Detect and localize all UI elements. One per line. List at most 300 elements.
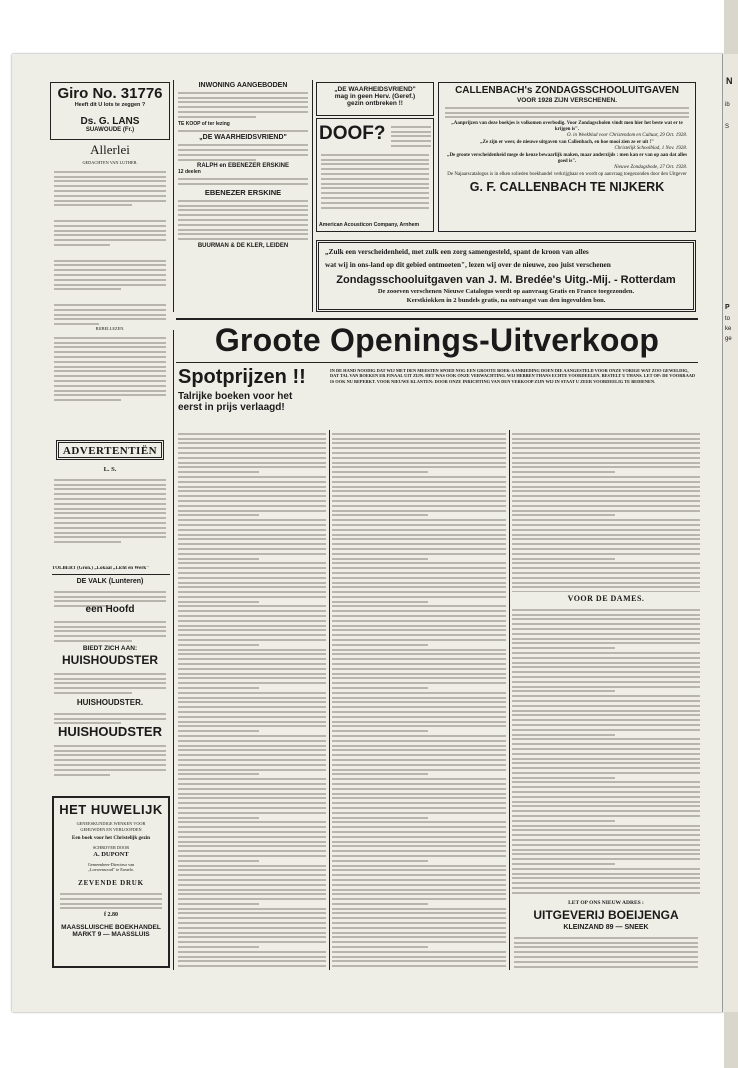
buurman-footer: BUURMAN & DE KLER, LEIDEN (197, 242, 289, 249)
text-line (178, 462, 326, 464)
text-line (178, 912, 326, 914)
callenbach-publisher: G. F. CALLENBACH TE NIJKERK (469, 180, 665, 195)
text-line (332, 922, 506, 924)
text-line (178, 514, 259, 516)
text-line (332, 538, 506, 540)
text-line (332, 850, 506, 852)
text-line (512, 772, 700, 774)
text-line (332, 927, 506, 929)
bredee-ad (316, 240, 696, 312)
callenbach-quote2: „Ze zijn er weer, de nieuwe uitgaven van Callenbach, en hoe mooi zien ze er uit !" (480, 140, 654, 146)
text-line (332, 519, 506, 521)
text-line (332, 884, 506, 886)
text-line (332, 586, 506, 588)
text-line (512, 495, 700, 497)
text-line (332, 558, 428, 560)
text-line (178, 884, 326, 886)
text-line (178, 855, 326, 857)
text-line (332, 658, 506, 660)
text-line (178, 965, 326, 967)
text-line (332, 941, 506, 943)
allerlei-body (54, 168, 166, 328)
text-line (178, 860, 259, 862)
text-line (178, 538, 326, 540)
text-line (332, 562, 506, 564)
erskine-parts: 12 deelen (178, 169, 201, 176)
text-line (178, 433, 326, 435)
text-line (332, 524, 506, 526)
text-line (332, 716, 506, 718)
text-line (178, 956, 326, 958)
text-line (512, 844, 700, 846)
text-line (512, 582, 700, 584)
strip-letter: ke (725, 326, 732, 332)
text-line (178, 898, 326, 900)
text-line (512, 868, 700, 870)
spot-sub2: eerst in prijs verlaagd! (178, 402, 285, 413)
text-line (332, 889, 506, 891)
advertentien-heading: ADVERTENTIËN (62, 445, 158, 457)
text-line (178, 946, 259, 948)
huishoudster-heading-2: HUISHOUDSTER. (76, 698, 144, 707)
text-line (178, 687, 259, 689)
text-line (332, 572, 506, 574)
text-line (178, 500, 326, 502)
text-line (512, 791, 700, 793)
huishoudster-heading-1: HUISHOUDSTER (61, 653, 158, 667)
text-line (512, 647, 615, 649)
callenbach-ad (438, 82, 696, 232)
text-line (512, 671, 700, 673)
text-line (332, 721, 506, 723)
text-line (512, 724, 700, 726)
text-line (512, 628, 700, 630)
strip-letter: ib (725, 102, 730, 108)
text-line (332, 936, 506, 938)
text-line (512, 781, 700, 783)
text-line (332, 749, 506, 751)
text-line (512, 849, 700, 851)
huishoudster-heading-3: HUISHOUDSTER (57, 724, 162, 739)
text-line (332, 505, 506, 507)
text-line (178, 769, 326, 771)
text-line (512, 462, 700, 464)
text-line (332, 836, 506, 838)
text-line (512, 433, 700, 435)
text-line (178, 850, 326, 852)
text-line (512, 695, 700, 697)
text-line (178, 745, 326, 747)
text-line (332, 778, 506, 780)
biedt-heading: BIEDT ZICH AAN: (82, 645, 138, 652)
text-line (332, 956, 506, 958)
text-line (512, 853, 700, 855)
spot-title: Spotprijzen !! (178, 366, 306, 388)
text-line (512, 618, 700, 620)
hoofd-heading: een Hoofd (85, 604, 135, 615)
text-line (512, 538, 700, 540)
text-line (512, 863, 615, 865)
text-line (178, 653, 326, 655)
dames-footer1: LET OP ONS NIEUW ADRES : (568, 900, 644, 906)
text-line (178, 615, 326, 617)
text-line (332, 817, 428, 819)
callenbach-note: De Najaarscatalogus is in elken solieden boekhandel verkrijgbaar en wordt op aanvraag toegezonden door den Uitgever (447, 172, 687, 178)
text-line (332, 462, 506, 464)
huishoudster-body-3 (54, 742, 166, 778)
text-line (512, 801, 700, 803)
text-line (178, 936, 326, 938)
text-line (332, 577, 506, 579)
text-line (332, 610, 506, 612)
text-line (512, 457, 700, 459)
erskine-ad: RALPH en EBENEZER ERSKINE (196, 163, 289, 170)
text-line (178, 591, 326, 593)
text-line (512, 777, 615, 779)
text-line (178, 558, 259, 560)
huwelijk-role1: Gemeenheer-Directeur van (87, 861, 135, 867)
text-line (178, 879, 326, 881)
text-line (178, 582, 326, 584)
text-line (178, 447, 326, 449)
text-line (332, 706, 506, 708)
text-line (512, 710, 700, 712)
text-line (332, 620, 506, 622)
text-line (512, 529, 700, 531)
text-line (178, 529, 326, 531)
text-line (178, 874, 326, 876)
text-line (512, 810, 700, 812)
text-line (178, 821, 326, 823)
text-line (512, 887, 700, 889)
text-line (178, 629, 326, 631)
text-line (512, 686, 700, 688)
text-line (178, 692, 326, 694)
text-line (512, 734, 615, 736)
callenbach-quote1: „Aanprijzen van deze boekjes is volkomen overbodig. Voor Zondagscholen vindt men hier het beste wat er te krijgen is". (451, 121, 683, 133)
text-line (178, 481, 326, 483)
text-line (178, 802, 326, 804)
text-line (332, 653, 506, 655)
text-line (178, 567, 326, 569)
text-line (332, 495, 506, 497)
hoofd-body (54, 618, 166, 645)
text-line (512, 609, 700, 611)
text-line (178, 845, 326, 847)
text-line (512, 676, 700, 678)
text-line (178, 505, 326, 507)
giro-name: Ds. G. LANS (80, 116, 140, 127)
text-line (332, 879, 506, 881)
text-line (512, 652, 700, 654)
text-line (512, 481, 700, 483)
text-line (178, 620, 326, 622)
text-line (178, 701, 326, 703)
text-line (332, 625, 506, 627)
text-line (512, 681, 700, 683)
text-line (514, 961, 698, 963)
text-line (178, 572, 326, 574)
text-line (332, 754, 506, 756)
callenbach-cite3: Nieuwe Zondagsbode, 27 Oct. 1928. (614, 165, 687, 171)
text-line (332, 874, 506, 876)
text-line (514, 946, 698, 948)
text-line (178, 721, 326, 723)
text-line (178, 730, 259, 732)
text-line (178, 519, 326, 521)
text-line (512, 892, 700, 894)
text-line (332, 510, 506, 512)
text-line (512, 877, 700, 879)
text-line (512, 514, 615, 516)
text-line (512, 442, 700, 444)
text-line (332, 865, 506, 867)
text-line (514, 951, 698, 953)
text-line (332, 908, 506, 910)
text-line (178, 697, 326, 699)
text-line (512, 510, 700, 512)
text-line (178, 596, 326, 598)
text-line (178, 658, 326, 660)
bijbellezen-body (54, 334, 166, 404)
text-line (512, 558, 615, 560)
text-line (332, 855, 506, 857)
text-line (332, 965, 506, 967)
text-line (512, 642, 700, 644)
ls-heading: L. S. (103, 466, 117, 473)
text-line (332, 793, 506, 795)
huwelijk-sub1: GENEESKUNDIGE WENKEN VOOR (76, 821, 146, 826)
waarheidsvriend-box (316, 82, 434, 116)
huwelijk-price: f 2.80 (104, 912, 118, 919)
text-line (512, 548, 700, 550)
text-line (178, 869, 326, 871)
text-line (178, 673, 326, 675)
text-line (512, 758, 700, 760)
spotprijzen-block (178, 366, 328, 413)
text-line (332, 601, 428, 603)
huwelijk-sub3: Een boek voor het Christelijk gezin (71, 835, 151, 842)
text-line (178, 548, 326, 550)
text-line (332, 644, 428, 646)
dames-heading: VOOR DE DAMES. (567, 594, 645, 603)
text-line (178, 740, 326, 742)
text-line (512, 447, 700, 449)
text-line (178, 476, 326, 478)
text-line (512, 567, 700, 569)
bredee-sub: De zooeven verschenen Nieuwe Catalogus wordt op aanvraag Gratis en Franco toegezonden. (377, 288, 635, 295)
text-line (178, 562, 326, 564)
huwelijk-by: SCHRIJVER DOOR (92, 845, 130, 851)
giro-ad (50, 82, 170, 140)
text-line (332, 442, 506, 444)
listing-column-1 (178, 430, 326, 970)
text-line (332, 860, 428, 862)
text-line (514, 942, 698, 944)
text-line (512, 767, 700, 769)
koop-name: „DE WAARHEIDSVRIEND" (199, 134, 287, 142)
text-line (512, 690, 615, 692)
bredee-line2: wat wij in ons-land op dit gebied ontmoeten", lezen wij over de nieuwe, zoo juist verschenen (325, 260, 611, 269)
text-line (332, 529, 506, 531)
text-line (512, 562, 700, 564)
bredee-sub2: Kerstkiokken in 2 bundels gratis, na ontvangst van den ingevulden bon. (406, 297, 606, 304)
callenbach-title: CALLENBACH's ZONDAGSSCHOOLUITGAVEN (455, 85, 679, 96)
text-line (178, 749, 326, 751)
text-line (512, 738, 700, 740)
text-line (332, 951, 506, 953)
strip-letter: ge (725, 336, 732, 342)
huwelijk-edition: ZEVENDE DRUK (78, 878, 144, 887)
callenbach-cite1: O. in Weekblad voor Christendom en Cultuur, 29 Oct. 1928. (567, 133, 687, 139)
text-line (178, 793, 326, 795)
text-line (512, 805, 700, 807)
text-line (512, 705, 700, 707)
text-line (178, 649, 326, 651)
giro-question: Heeft dit U lots te zeggen ? (74, 102, 146, 108)
huwelijk-sub2: GEHUWDEN EN VERLOOFDEN (80, 826, 142, 832)
text-line (332, 725, 506, 727)
text-line (512, 662, 700, 664)
text-line (178, 605, 326, 607)
text-line (178, 927, 326, 929)
text-line (332, 673, 506, 675)
text-line (332, 486, 506, 488)
text-line (512, 490, 700, 492)
text-line (178, 495, 326, 497)
text-line (332, 639, 506, 641)
text-line (332, 807, 506, 809)
main-headline: Groote Openings-Uitverkoop (214, 322, 660, 358)
strip-letter: S (725, 124, 730, 130)
text-line (178, 486, 326, 488)
allerlei-heading: Allerlei (90, 142, 130, 157)
text-line (332, 912, 506, 914)
doof-title: DOOF? (319, 123, 386, 144)
text-line (178, 917, 326, 919)
text-line (178, 663, 326, 665)
text-line (178, 725, 326, 727)
text-line (512, 882, 700, 884)
text-line (512, 438, 700, 440)
text-line (332, 711, 506, 713)
text-line (512, 825, 700, 827)
text-line (178, 634, 326, 636)
tolbert-line: TOLBERT (Gron.) „Lokaal „Licht en Werk" (52, 566, 149, 571)
text-line (332, 476, 506, 478)
text-line (512, 873, 700, 875)
text-line (178, 601, 259, 603)
text-line (512, 839, 700, 841)
text-line (332, 457, 506, 459)
text-line (332, 682, 506, 684)
bijbellezen-heading: BIJBELLEZEN. (95, 326, 125, 331)
text-line (178, 908, 326, 910)
text-line (332, 567, 506, 569)
text-line (332, 745, 506, 747)
dames-footer3: KLEINZAND 89 — SNEEK (563, 924, 649, 931)
text-line (514, 966, 698, 968)
text-line (512, 452, 700, 454)
text-line (178, 586, 326, 588)
text-line (178, 759, 326, 761)
text-line (332, 548, 506, 550)
text-line (178, 797, 326, 799)
strip-letter: N (726, 76, 733, 86)
text-line (332, 668, 506, 670)
text-line (512, 858, 700, 860)
text-line (514, 956, 698, 958)
text-line (332, 634, 506, 636)
waarheid-line2: mag in geen Herv. (Geref.) (334, 93, 416, 100)
huwelijk-footer1: MAASSLUISCHE BOEKHANDEL (61, 924, 161, 932)
text-line (332, 769, 506, 771)
text-line (332, 543, 506, 545)
ls-body (54, 476, 166, 546)
text-line (332, 932, 506, 934)
text-line (178, 773, 259, 775)
text-line (178, 668, 326, 670)
dames-footer2: UITGEVERIJ BOEIJENGA (533, 908, 679, 922)
text-line (178, 889, 326, 891)
text-line (512, 666, 700, 668)
text-line (178, 865, 326, 867)
text-line (332, 629, 506, 631)
text-line (512, 719, 700, 721)
inwoning-heading: INWONING AANGEBODEN (198, 82, 288, 89)
text-line (332, 831, 506, 833)
text-line (332, 534, 506, 536)
text-line (512, 700, 700, 702)
text-line (332, 687, 428, 689)
text-line (332, 735, 506, 737)
text-line (512, 753, 700, 755)
text-line (512, 714, 700, 716)
text-line (332, 845, 506, 847)
text-line (512, 623, 700, 625)
text-line (178, 841, 326, 843)
text-line (332, 582, 506, 584)
text-line (178, 452, 326, 454)
text-line (512, 638, 700, 640)
text-line (512, 815, 700, 817)
text-line (178, 807, 326, 809)
callenbach-cite2: Christelijk Schoolblad, 1 Nov. 1928. (614, 146, 687, 152)
text-line (178, 951, 326, 953)
text-line (332, 764, 506, 766)
strip-letter: P (725, 304, 730, 311)
text-line (332, 841, 506, 843)
huwelijk-author: A. DUPONT (93, 850, 129, 858)
callenbach-sub: VOOR 1928 ZIJN VERSCHENEN. (516, 97, 618, 104)
text-line (512, 500, 700, 502)
text-line (332, 677, 506, 679)
adjacent-page-strip (722, 54, 738, 1012)
intro-text: IN DE HAND NOODIG DAT WIJ MET DEN MEESTEN SPOED NOG EEN GROOTE BOEK-AANBIEDING DOEN DIE AANGESTELD VOOR ONZE VORIGE WAT ZOO GEWELDIG, DAT TAL VAN BOEKEN ER FINAAL UIT ZIJN. HET WAS OOK ONZE VERWACHTING. WIJ HEBBEN THANS ECHTE VOORDEELEN. BESTELT U THANS. LET OP: DE VOORRAAD IS OOK NU BEPERKT. VOOR NIEUWE KLANTEN: DOOR ONZE INRICHTING VAN DEN VERKOOP ZIJN WIJ IN STAAT U ZEER VOORDEELIG TE BEDIENEN. (330, 368, 696, 384)
bredee-line1: „Zulk een verscheidenheid, met zulk een zorg samengesteld, spant de kroon van alles (325, 247, 589, 256)
text-line (178, 706, 326, 708)
text-line (178, 471, 259, 473)
text-line (178, 764, 326, 766)
text-line (512, 743, 700, 745)
allerlei-sub: GEDACHTEN VAN LUTHER. (82, 160, 138, 165)
text-line (332, 812, 506, 814)
text-line (178, 711, 326, 713)
text-line (178, 466, 326, 468)
text-line (512, 591, 700, 592)
text-line (178, 788, 326, 790)
text-line (178, 625, 326, 627)
